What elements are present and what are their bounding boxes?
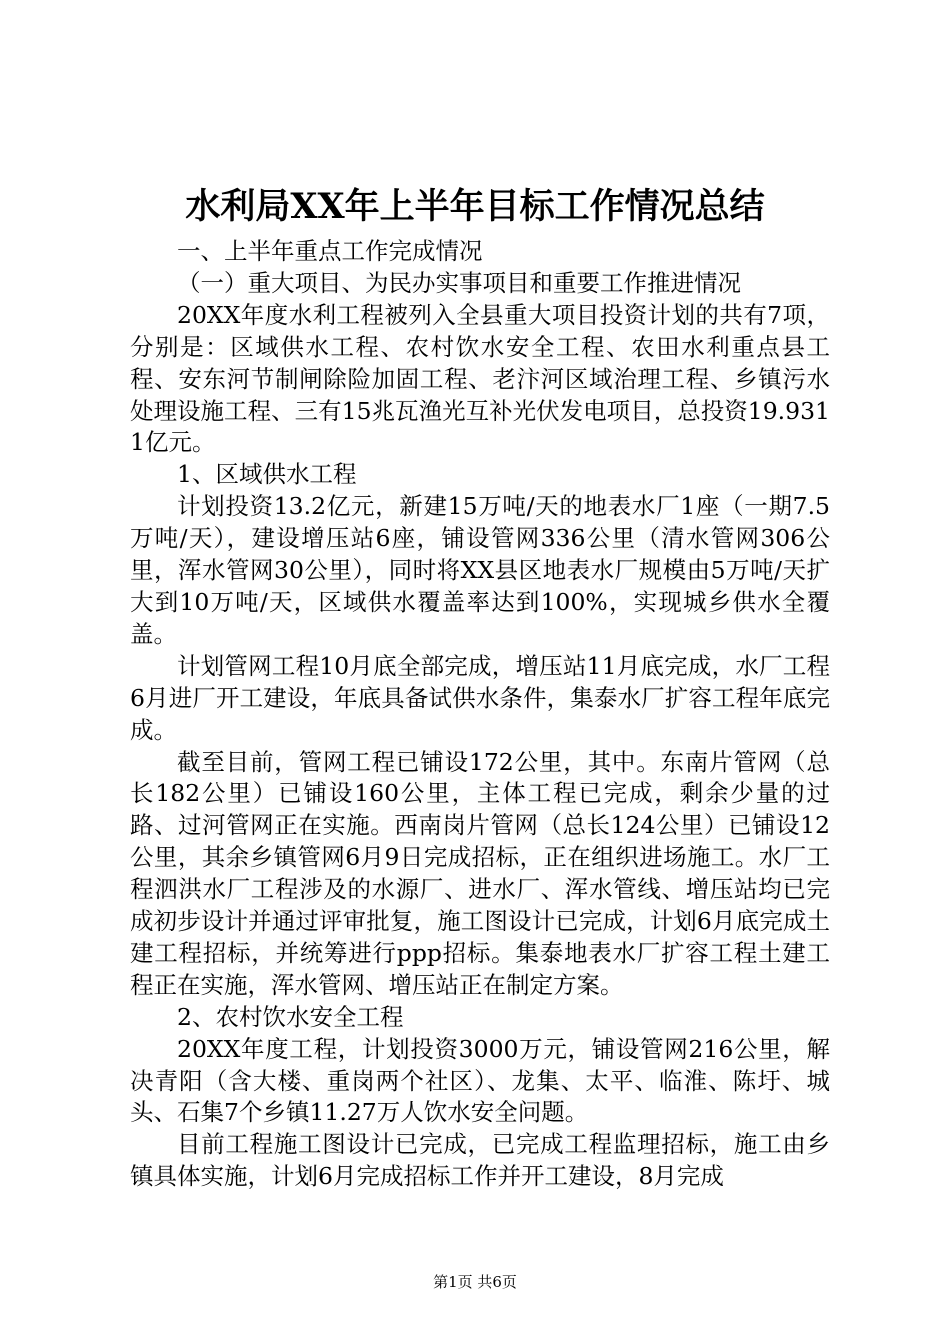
section-heading: 一、上半年重点工作完成情况 — [177, 237, 483, 265]
paragraph: 计划投资13.2亿元，新建15万吨/天的地表水厂1座（一期7.5万吨/天），建设增压站6座，铺设管网336公里（清水管网306公里，浑水管网30公里），同时将XX县区地表水厂规模由5万吨/天扩大到10万吨/天，区域供水覆盖率达到100%，实现城乡供水全覆盖。 — [130, 492, 830, 648]
paragraph: 截至目前，管网工程已铺设172公里，其中。东南片管网（总长182公里）已铺设160公里，主体工程已完成，剩余少量的过路、过河管网正在实施。西南岗片管网（总长124公里）已铺设12公里，其余乡镇管网6月9日完成招标，正在组织进场施工。水厂工程泗洪水厂工程涉及的水源厂、进水厂、浑水管线、增压站均已完成初步设计并通过评审批复，施工图设计已完成，计划6月底完成土建工程招标，并统筹进行ppp招标。集泰地表水厂扩容工程土建工程正在实施，浑水管网、增压站正在制定方案。 — [130, 747, 830, 999]
item-heading: 1、区域供水工程 — [177, 460, 357, 489]
paragraph: 20XX年度工程，计划投资3000万元，铺设管网216公里，解决青阳（含大楼、重岗两个社区）、龙集、太平、临淮、陈圩、城头、石集7个乡镇11.27万人饮水安全问题。 — [130, 1034, 830, 1127]
document-body — [130, 236, 830, 1193]
subsection-heading: （一）重大项目、为民办实事项目和重要工作推进情况 — [177, 268, 741, 297]
document-title: 水利局XX年上半年目标工作情况总结 — [185, 186, 765, 227]
paragraph: 目前工程施工图设计已完成，已完成工程监理招标，施工由乡镇具体实施，计划6月完成招标工作并开工建设，8月完成 — [130, 1130, 830, 1191]
page-footer: 第1页 共6页 — [433, 1273, 517, 1291]
paragraph: 20XX年度水利工程被列入全县重大项目投资计划的共有7项，分别是：区域供水工程、农村饮水安全工程、农田水利重点县工程、安东河节制闸除险加固工程、老汴河区域治理工程、乡镇污水处理设施工程、三有15兆瓦渔光互补光伏发电项目，总投资19.9311亿元。 — [130, 300, 830, 457]
item-heading: 2、农村饮水安全工程 — [177, 1002, 404, 1031]
paragraph: 计划管网工程10月底全部完成，增压站11月底完成，水厂工程6月进厂开工建设，年底具备试供水条件，集泰水厂扩容工程年底完成。 — [130, 651, 830, 744]
